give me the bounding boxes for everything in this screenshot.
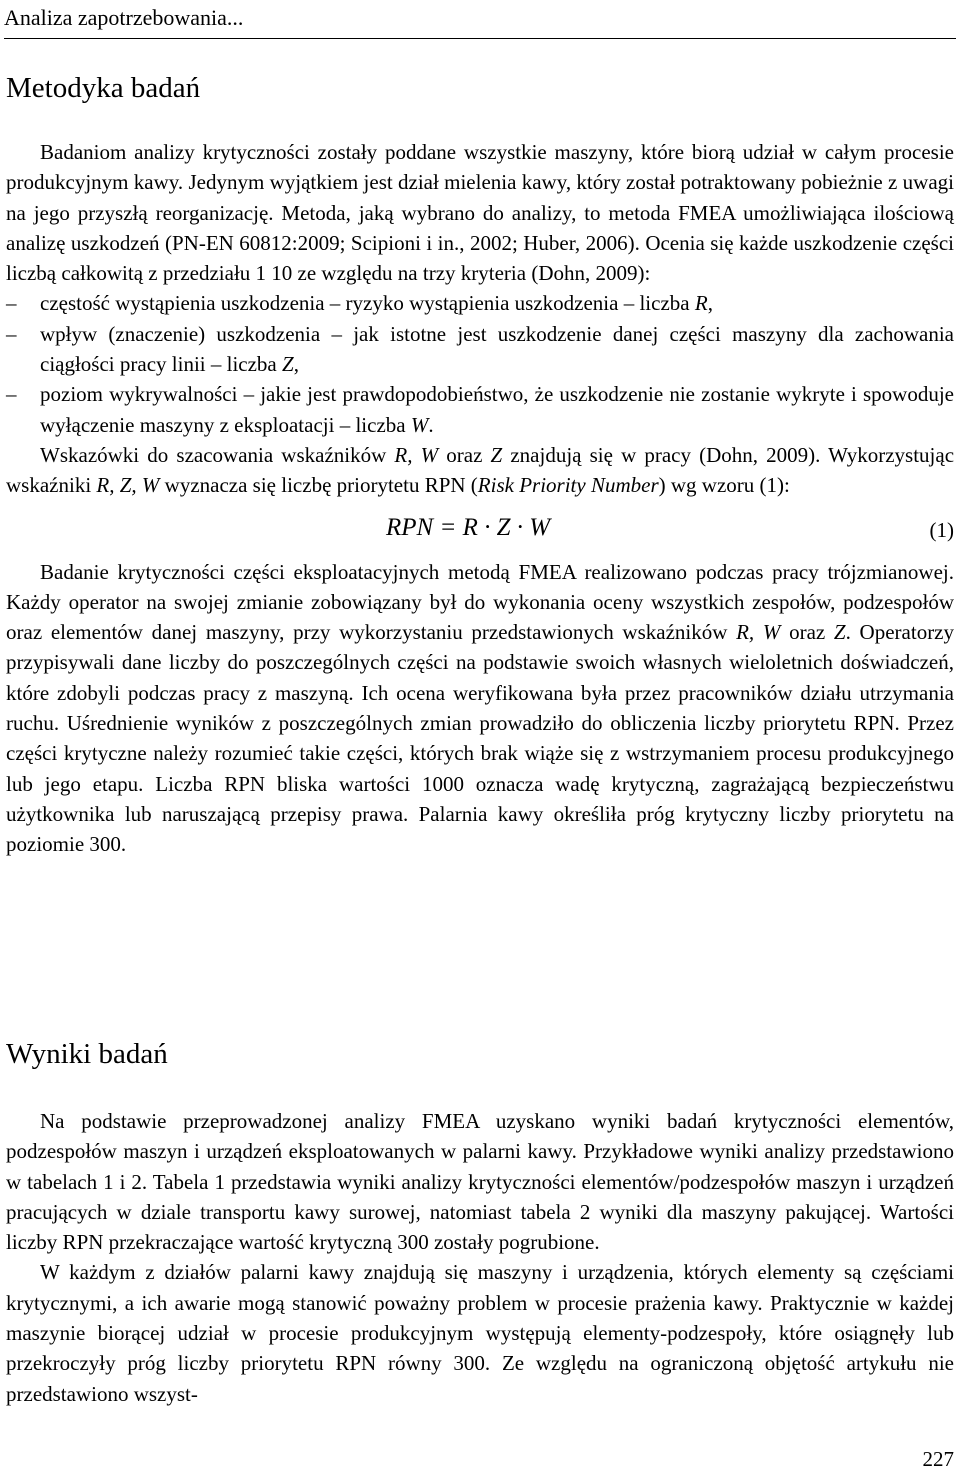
criteria-item-r <box>6 288 954 318</box>
section-results-body <box>6 1106 954 1409</box>
section-methodology-body <box>6 137 954 860</box>
formula-row <box>6 501 954 557</box>
text-run-italic: Risk Priority Number <box>477 473 659 498</box>
criteria-text: częstość wystąpienia uszkodzenia – ryzyko wystąpienia uszkodzenia – liczba <box>40 291 695 316</box>
list-dash: – <box>6 321 17 346</box>
results-paragraph-2: W każdym z działów palarni kawy znajdują się maszyny i urządzenia, których elementy są częściami krytycznymi, a ich awarie mogą stanowić poważny problem w procesie prażenia kawy. Praktycznie w każdej maszynie biorącej udział w procesie produkcyjnym występują elementy-podzespoły, które osiągnęły lub przekroczyły próg liczby priorytetu RPN równy 300. Ze względu na ograniczoną objętość artykułu nie przedstawiono wszyst- <box>6 1260 954 1406</box>
criteria-end: , <box>707 291 713 316</box>
criteria-var: Z <box>282 352 294 377</box>
criteria-end: , <box>293 352 299 377</box>
running-header: Analiza zapotrzebowania... <box>4 5 244 30</box>
header-rule <box>4 38 956 39</box>
text-run: . Operatorzy przypisywali dane liczby do poszczególnych części na podstawie swoich własnych wieloletnich doświadczeń, które zdobyli podczas pracy z maszyną. Ich ocena weryfikowana była przez pracowników działu utrzymania ruchu. Uśrednienie wyników z poszczególnych zmian prowadziło do obliczenia liczby priorytetu RPN. Przez części krytyczne należy rozumieć takie części, których brak wiąże się z wstrzymaniem procesu produkcyjnego lub jego etapu. Liczba RPN bliska wartości 1000 oznacza wadę krytyczną, zagrażającą bezpieczeństwu użytkownika lub naruszającą przepisy prawa. Palarnia kawy określiła próg krytyczny liczby priorytetu na poziomie 300. <box>6 620 955 857</box>
section-heading-methodology: Metodyka badań <box>6 72 201 104</box>
rpn-formula: RPN = R · Z · W <box>386 513 551 541</box>
methodology-paragraph-3 <box>6 557 954 860</box>
criteria-item-w <box>6 379 954 440</box>
section-heading-results: Wyniki badań <box>6 1038 168 1070</box>
text-run: oraz <box>780 620 834 645</box>
text-run-italic: R, W <box>394 442 439 467</box>
text-run: znajdują się w pracy (Dohn, 2009). Wykorzystując wskaźniki <box>6 442 955 498</box>
page-number: 227 <box>922 1447 954 1471</box>
list-dash: – <box>6 291 17 316</box>
text-run: oraz <box>438 442 491 467</box>
list-dash: – <box>6 382 17 407</box>
text-run: Wskazówki do szacowania wskaźników <box>40 442 395 467</box>
criteria-list <box>6 288 954 439</box>
criteria-item-z <box>6 319 954 380</box>
criteria-text: wpływ (znaczenie) uszkodzenia – jak istotne jest uszkodzenie danej części maszyny dla zachowania ciągłości pracy linii – liczba <box>40 321 954 377</box>
text-run: wyznacza się liczbę priorytetu RPN ( <box>159 473 478 498</box>
methodology-paragraph-2 <box>6 440 954 501</box>
text-run-italic: R, Z, W <box>96 473 160 498</box>
criteria-var: R <box>694 291 708 316</box>
text-run-italic: R, W <box>736 620 781 645</box>
criteria-var: W <box>410 412 429 437</box>
text-run: Badanie krytyczności części eksploatacyjnych metodą FMEA realizowano podczas pracy trójzmianowej. Każdy operator na swojej zmianie zobowiązany był do wykonania oceny wszystkich zespołów, podzespołów oraz elementów danej maszyny, przy wykorzystaniu przedstawionych wskaźników <box>6 559 954 645</box>
formula-number: (1) <box>929 517 954 542</box>
text-run-italic: Z <box>490 442 503 467</box>
criteria-text: poziom wykrywalności – jakie jest prawdopodobieństwo, że uszkodzenie nie zostanie wykryte i spowoduje wyłączenie maszyny z eksploatacji – liczba <box>40 382 954 437</box>
text-run: ) wg wzoru (1): <box>658 473 790 498</box>
text-run-italic: Z <box>833 620 846 645</box>
criteria-end: . <box>428 412 434 437</box>
results-paragraph-1: Na podstawie przeprowadzonej analizy FMEA uzyskano wyniki badań krytyczności elementów, podzespołów maszyn i urządzeń eksploatowanych w palarni kawy. Przykładowe wyniki analizy przedstawiono w tabelach 1 i 2. Tabela 1 przedstawia wyniki analizy krytyczności elementów/podzespołów maszyn i urządzeń pracujących w dziale transportu kawy surowej, natomiast tabela 2 wyniki dla maszyny pakującej. Wartości liczby RPN przekraczające wartość krytyczną 300 zostały pogrubione. <box>6 1109 954 1255</box>
methodology-paragraph-1: Badaniom analizy krytyczności zostały poddane wszystkie maszyny, które biorą udział w całym procesie produkcyjnym kawy. Jedynym wyjątkiem jest dział mielenia kawy, który został potraktowany pobieżnie z uwagi na jego przyszłą reorganizację. Metoda, jaką wybrano do analizy, to metoda FMEA umożliwiająca ilościową analizę uszkodzeń (PN-EN 60812:2009; Scipioni i in., 2002; Huber, 2006). Ocenia się każde uszkodzenie części liczbą całkowitą z przedziału 1 10 ze względu na trzy kryteria (Dohn, 2009): <box>6 140 954 286</box>
